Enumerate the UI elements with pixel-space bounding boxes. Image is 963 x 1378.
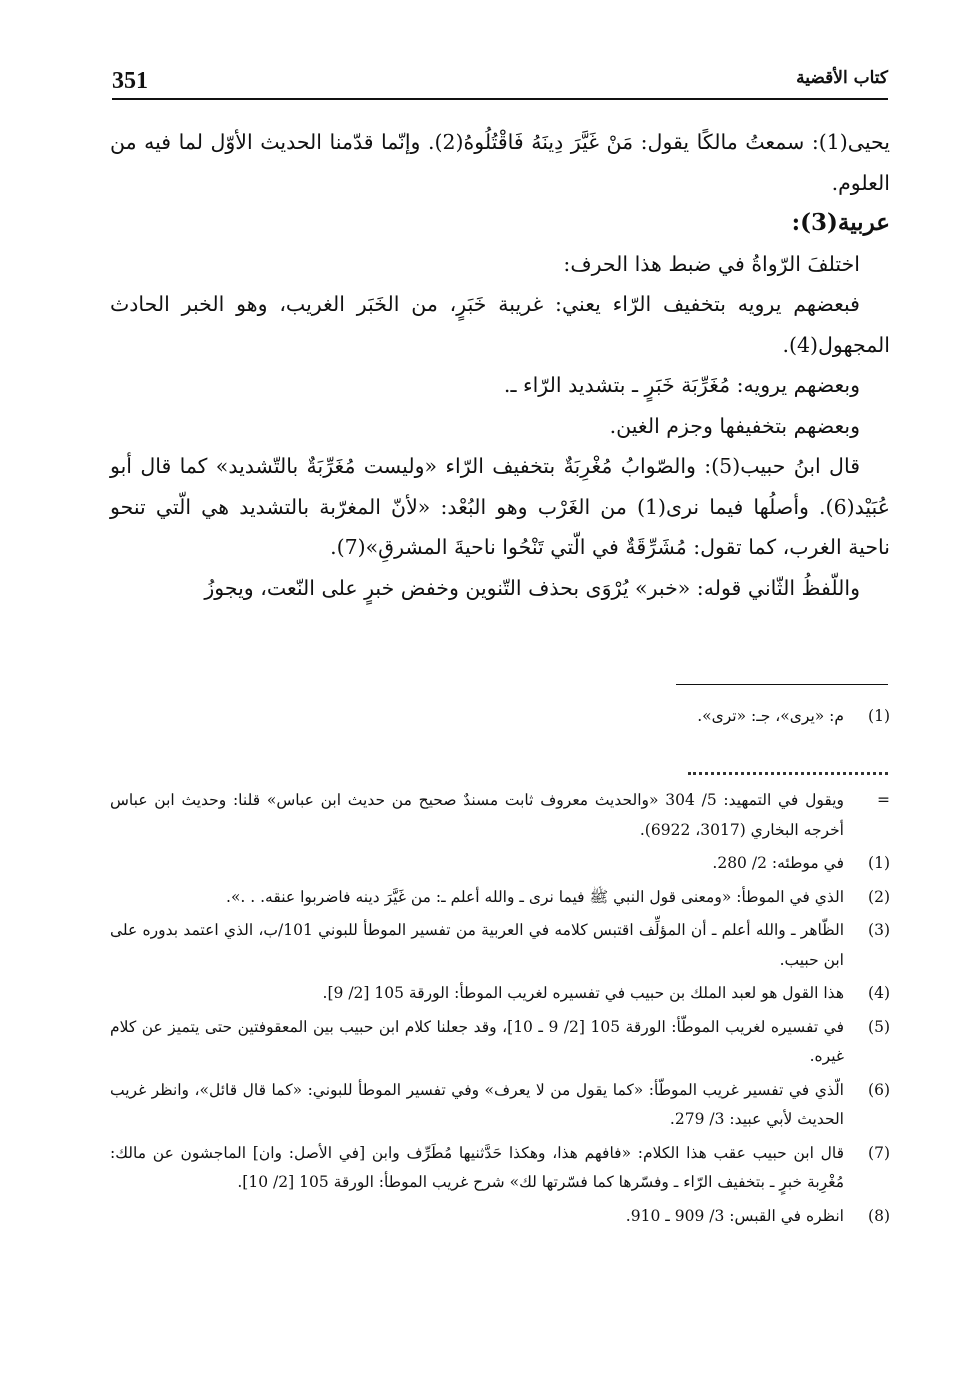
paragraph: وبعضهم بتخفيفها وجزم الغين. bbox=[609, 413, 860, 438]
footnote bbox=[110, 1139, 890, 1198]
footnote-text: قال ابن حبيب عقب هذا الكلام: «فافهم هذا، وهكذا حَدَّثنيها مُطَرِّف وابن [في الأصل: وان] الماجشون عن مالك: مُغْرِبة خبرٍ ـ بتخفيف الرّاء ـ وفسّرها كما فسّرتها لك» شرح غريب الموطأ: الورقة 105 [2/ 10]. bbox=[110, 1143, 844, 1191]
footnote-marker: (8) bbox=[868, 1206, 890, 1225]
footnote bbox=[110, 1013, 890, 1072]
footnote-marker: (1) bbox=[868, 707, 890, 725]
dotted-separator bbox=[688, 772, 888, 775]
footnote-text: في تفسيره لغريب الموطّأ: الورقة 105 [2/ 9 ـ 10]، وقد جعلنا كلام ابن حبيب بين المعقوفتين حتى يتميز عن كلام غيره. bbox=[110, 1017, 844, 1065]
footnote bbox=[110, 1202, 890, 1232]
paragraph: اختلفَ الرّواةُ في ضبط هذا الحرف: bbox=[563, 251, 860, 276]
paragraph: فبعضهم يرويه بتخفيف الرّاء يعني: غريبة خَبَرٍ، من الخَبَر الغريب، وهو الخبر الحادث المجهول(4). bbox=[110, 292, 890, 357]
footnote bbox=[110, 883, 890, 913]
footnote-text: انظره في القبس: 3/ 909 ـ 910. bbox=[625, 1206, 844, 1225]
footnote-marker: (7) bbox=[868, 1143, 890, 1162]
footnotes-apparatus bbox=[110, 702, 890, 736]
paragraph: وبعضهم يرويه: مُغَرِّبَة خَبَرٍ ـ بتشديد الرّاء ـ. bbox=[503, 373, 860, 397]
footnote-text: في موطئه: 2/ 280. bbox=[712, 854, 844, 872]
footnote-text: هذا القول هو لعبد الملك بن حبيب في تفسيره لغريب الموطأ: الورقة 105 [2/ 9]. bbox=[322, 984, 844, 1002]
footnote-marker: (4) bbox=[868, 984, 890, 1002]
section-heading: عربية(3): bbox=[791, 209, 890, 236]
page-header bbox=[112, 68, 888, 100]
footnotes-commentary bbox=[110, 786, 890, 1235]
footnote-marker: (3) bbox=[868, 921, 890, 939]
footnote bbox=[110, 849, 890, 879]
footnote-text: الظّاهر ـ والله أعلم ـ أن المؤلِّف اقتبس كلامه في العربية من تفسير الموطأ للبوني 101/ب، الذي اعتمد بدوره على ابن حبيب. bbox=[110, 921, 844, 969]
footnote bbox=[110, 916, 890, 975]
footnote-marker: (5) bbox=[868, 1017, 890, 1036]
footnote-text: م: «يرى»، جـ: «ترى». bbox=[697, 707, 844, 725]
footnote-text: الّذي في تفسير غريب الموطّأ: «كما يقول من لا يعرف» وفي تفسير الموطأ للبوني: «كما قال قائل»، وانظر غريب الحديث لأبي عبيد: 3/ 279. bbox=[110, 1080, 844, 1128]
footnote-marker: (6) bbox=[868, 1080, 890, 1099]
footnote-text: الذي في الموطأ: «ومعنى قول النبي ﷺ فيما نرى ـ والله أعلم ـ: من غَيَّرَ دينه فاضربوا عنقه. . .». bbox=[226, 887, 844, 906]
paragraph: يحيى(1): سمعتُ مالكًا يقول: مَنْ غَيَّرَ دِينَهُ فَاقْتُلُوهُ(2). وإنّما قدّمنا الحديث الأوّل لما فيه من العلوم. bbox=[110, 130, 890, 195]
footnote bbox=[110, 1076, 890, 1135]
paragraph: قال ابنُ حبيب(5): والصّوابُ مُغْرِبَةٌ بتخفيف الرّاء «وليست مُغَرِّبَةٌ بالتّشديد» كما قال أبو عُبَيْد(6). وأصلُها فيما نرى(1) من الغَرْب وهو البُعْد: «لأنّ المغرّبة بالتشديد هي الّتي تنحو ناحية الغرب، كما تقول: مُشَرِّقَةٌ في الّتي تَنْحُوا ناحيةَ المشرقِ»(7). bbox=[110, 454, 890, 559]
footnote-marker: (2) bbox=[868, 887, 890, 906]
footnote-marker: (1) bbox=[868, 854, 890, 872]
footnote-divider bbox=[676, 684, 888, 685]
paragraph: واللّفظُ الثّاني قوله: «خبر» يُرْوَى بحذف التّنوين وخفض خبرٍ على النّعت، ويجوزُ bbox=[204, 575, 860, 600]
page-number: 351 bbox=[112, 68, 148, 94]
running-title: كتاب الأقضية bbox=[796, 68, 888, 88]
footnote-text: ويقول في التمهيد: 5/ 304 «والحديث معروف ثابت مسندٌ صحيح من حديث ابن عباس» قلنا: وحديث ابن عباس أخرجه البخاري (3017، 6922). bbox=[110, 791, 844, 839]
main-text bbox=[110, 122, 890, 608]
footnote bbox=[110, 786, 890, 845]
footnote-marker: = bbox=[877, 791, 890, 809]
footnote bbox=[110, 702, 890, 732]
footnote bbox=[110, 979, 890, 1009]
